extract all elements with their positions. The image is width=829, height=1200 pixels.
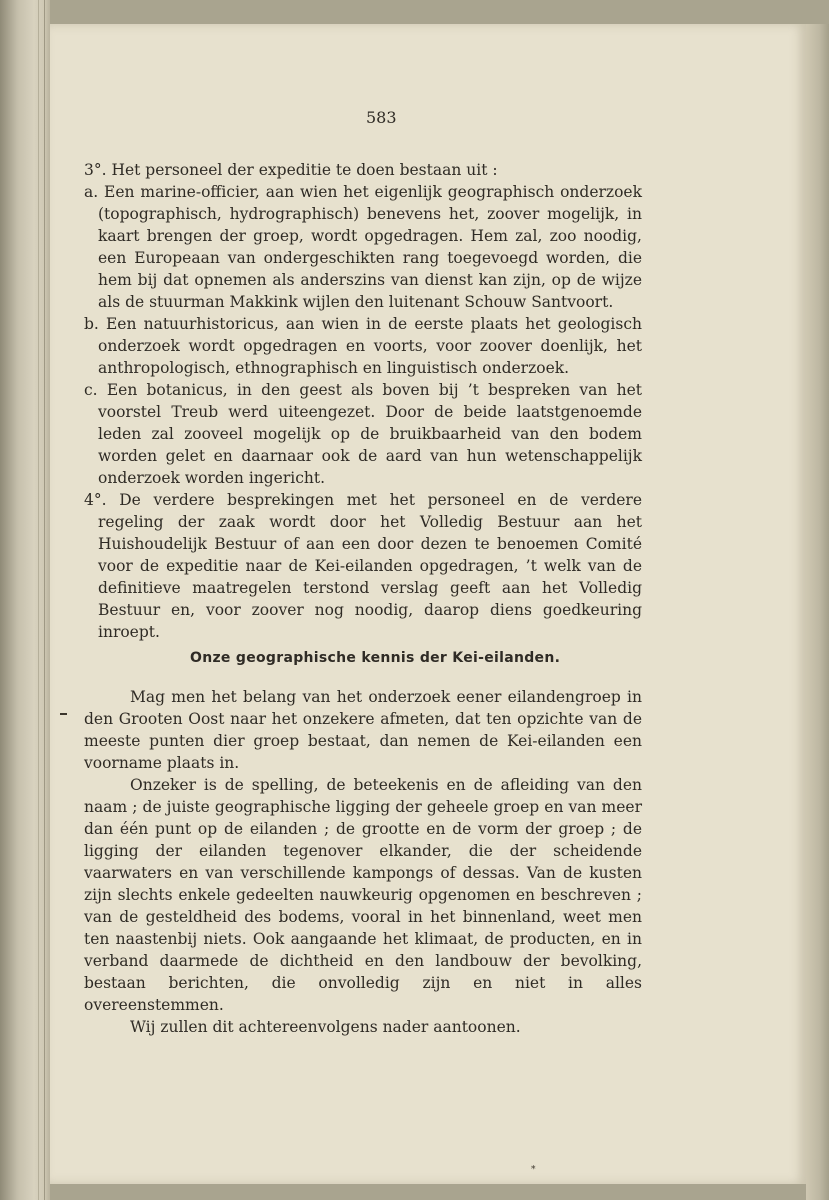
paragraph: Wij zullen dit achtereenvolgens nader aantoonen. (130, 1018, 521, 1036)
item-a: a. Een marine-officier, aan wien het eigenlijk geographisch onderzoek (topographisch, hydrographisch) benevens het, zoover mogelijk, in kaart brengen der groep, wordt opgedragen. Hem zal, zoo noodig, een Europeaan van ondergeschikten rang toegevoegd worden, die hem bij dat opnemen als anderszins van dienst kan zijn, op de wijze als de stuurman Makkink wijlen den luitenant Schouw Santvoort. (84, 183, 642, 311)
page-number: 583 (366, 108, 397, 127)
paragraph: Onzeker is de spelling, de beteekenis en de afleiding van den naam ; de juiste geographische ligging der geheele groep en van meer dan één punt op de eilanden ; de grootte en de vorm der groep ; de ligging der eilanden tegenover elkander, die der scheidende vaarwaters en van verschillende kampongs of dessas. Van de kusten zijn slechts enkele gedeelten nauwkeurig opgenomen en beschreven ; van de gesteldheid des bodems, vooral in het binnenland, weet men ten naastenbij niets. Ook aangaande het klimaat, de producten, en in verband daarmede de dichtheid en den landbouw der bevolking, bestaan berichten, die onvolledig zijn en niet in alles overeenstemmen. (84, 776, 642, 1014)
list-section (84, 159, 642, 643)
body-section (84, 686, 642, 1038)
section-heading: Onze geographische kennis der Kei-eilanden. (190, 650, 561, 666)
page-stack-edge (806, 24, 829, 1200)
item-3: 3°. Het personeel der expeditie te doen bestaan uit : (84, 161, 498, 179)
gutter-edge (38, 0, 39, 1200)
item-c: c. Een botanicus, in den geest als boven bij ’t bespreken van het voorstel Treub werd uiteengezet. Door de beide laatstgenoemde leden zal zooveel mogelijk op de bruikbaarheid van den bodem worden gelet en daarnaar ook de aard van hun wetenschappelijk onderzoek worden ingericht. (84, 381, 642, 487)
gutter-edge (44, 0, 45, 1200)
footer-mark: * (531, 1165, 536, 1175)
paragraph: Mag men het belang van het onderzoek eener eilandengroep in den Grooten Oost naar het onzekere afmeten, dat ten opzichte van de meeste punten dier groep bestaat, dan nemen de Kei-eilanden een voorname plaats in. (84, 688, 642, 772)
margin-mark (60, 713, 67, 715)
book-gutter (0, 0, 50, 1200)
item-b: b. Een natuurhistoricus, aan wien in de eerste plaats het geologisch onderzoek wordt opgedragen en voorts, voor zoover doenlijk, het anthropologisch, ethnographisch en linguistisch onderzoek. (84, 315, 642, 377)
item-4: 4°. De verdere besprekingen met het personeel en de verdere regeling der zaak wordt door het Volledig Bestuur aan het Huishoudelijk Bestuur of aan een door dezen te benoemen Comité voor de expeditie naar de Kei-eilanden opgedragen, ’t welk van de definitieve maatregelen terstond verslag geeft aan het Volledig Bestuur en, voor zoover nog noodig, daarop diens goedkeuring inroept. (84, 491, 642, 641)
